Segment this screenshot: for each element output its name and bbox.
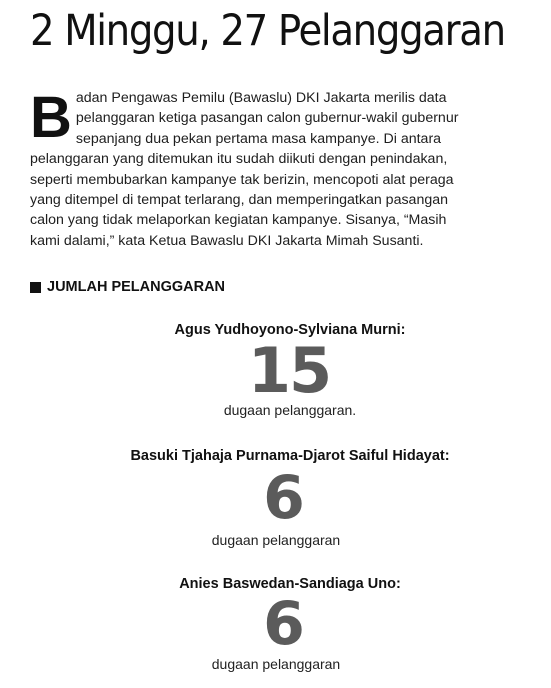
violation-count: 6 — [263, 463, 305, 533]
violation-unit: dugaan pelanggaran — [211, 656, 341, 672]
drop-cap: B — [30, 85, 72, 150]
stat-block — [30, 576, 530, 672]
violation-count: 6 — [263, 589, 305, 659]
section-label — [30, 279, 225, 295]
headline: 2 Minggu, 27 Pelanggaran — [30, 6, 505, 56]
candidate-name: Basuki Tjahaja Purnama-Djarot Saiful Hidayat: — [130, 448, 450, 464]
stat-block — [30, 448, 530, 548]
violation-count: 15 — [247, 334, 331, 407]
square-bullet-icon — [30, 282, 41, 293]
lede-text: adan Pengawas Pemilu (Bawaslu) DKI Jakarta merilis data pelanggaran ketiga pasangan calon gubernur-wakil gubernur sepanjang dua pekan pertama masa kampanye. Di antara pelanggaran yang ditemukan itu sudah diikuti dengan penindakan, seperti membubarkan kampanye tak berizin, mencopoti alat peraga yang ditempel di tempat terlarang, dan memperingatkan pasangan calon yang tidak melaporkan kegiatan kampanye. Sisanya, “Masih kami dalami,” kata Ketua Bawaslu DKI Jakarta Mimah Susanti. — [30, 90, 459, 249]
violation-unit: dugaan pelanggaran. — [223, 402, 357, 418]
section-label-text: JUMLAH PELANGGARAN — [47, 279, 226, 295]
candidate-name: Anies Baswedan-Sandiaga Uno: — [179, 576, 401, 592]
lede-paragraph — [30, 85, 478, 251]
candidate-name: Agus Yudhoyono-Sylviana Murni: — [174, 322, 406, 338]
violation-unit: dugaan pelanggaran — [211, 532, 341, 548]
stat-block — [30, 322, 530, 418]
